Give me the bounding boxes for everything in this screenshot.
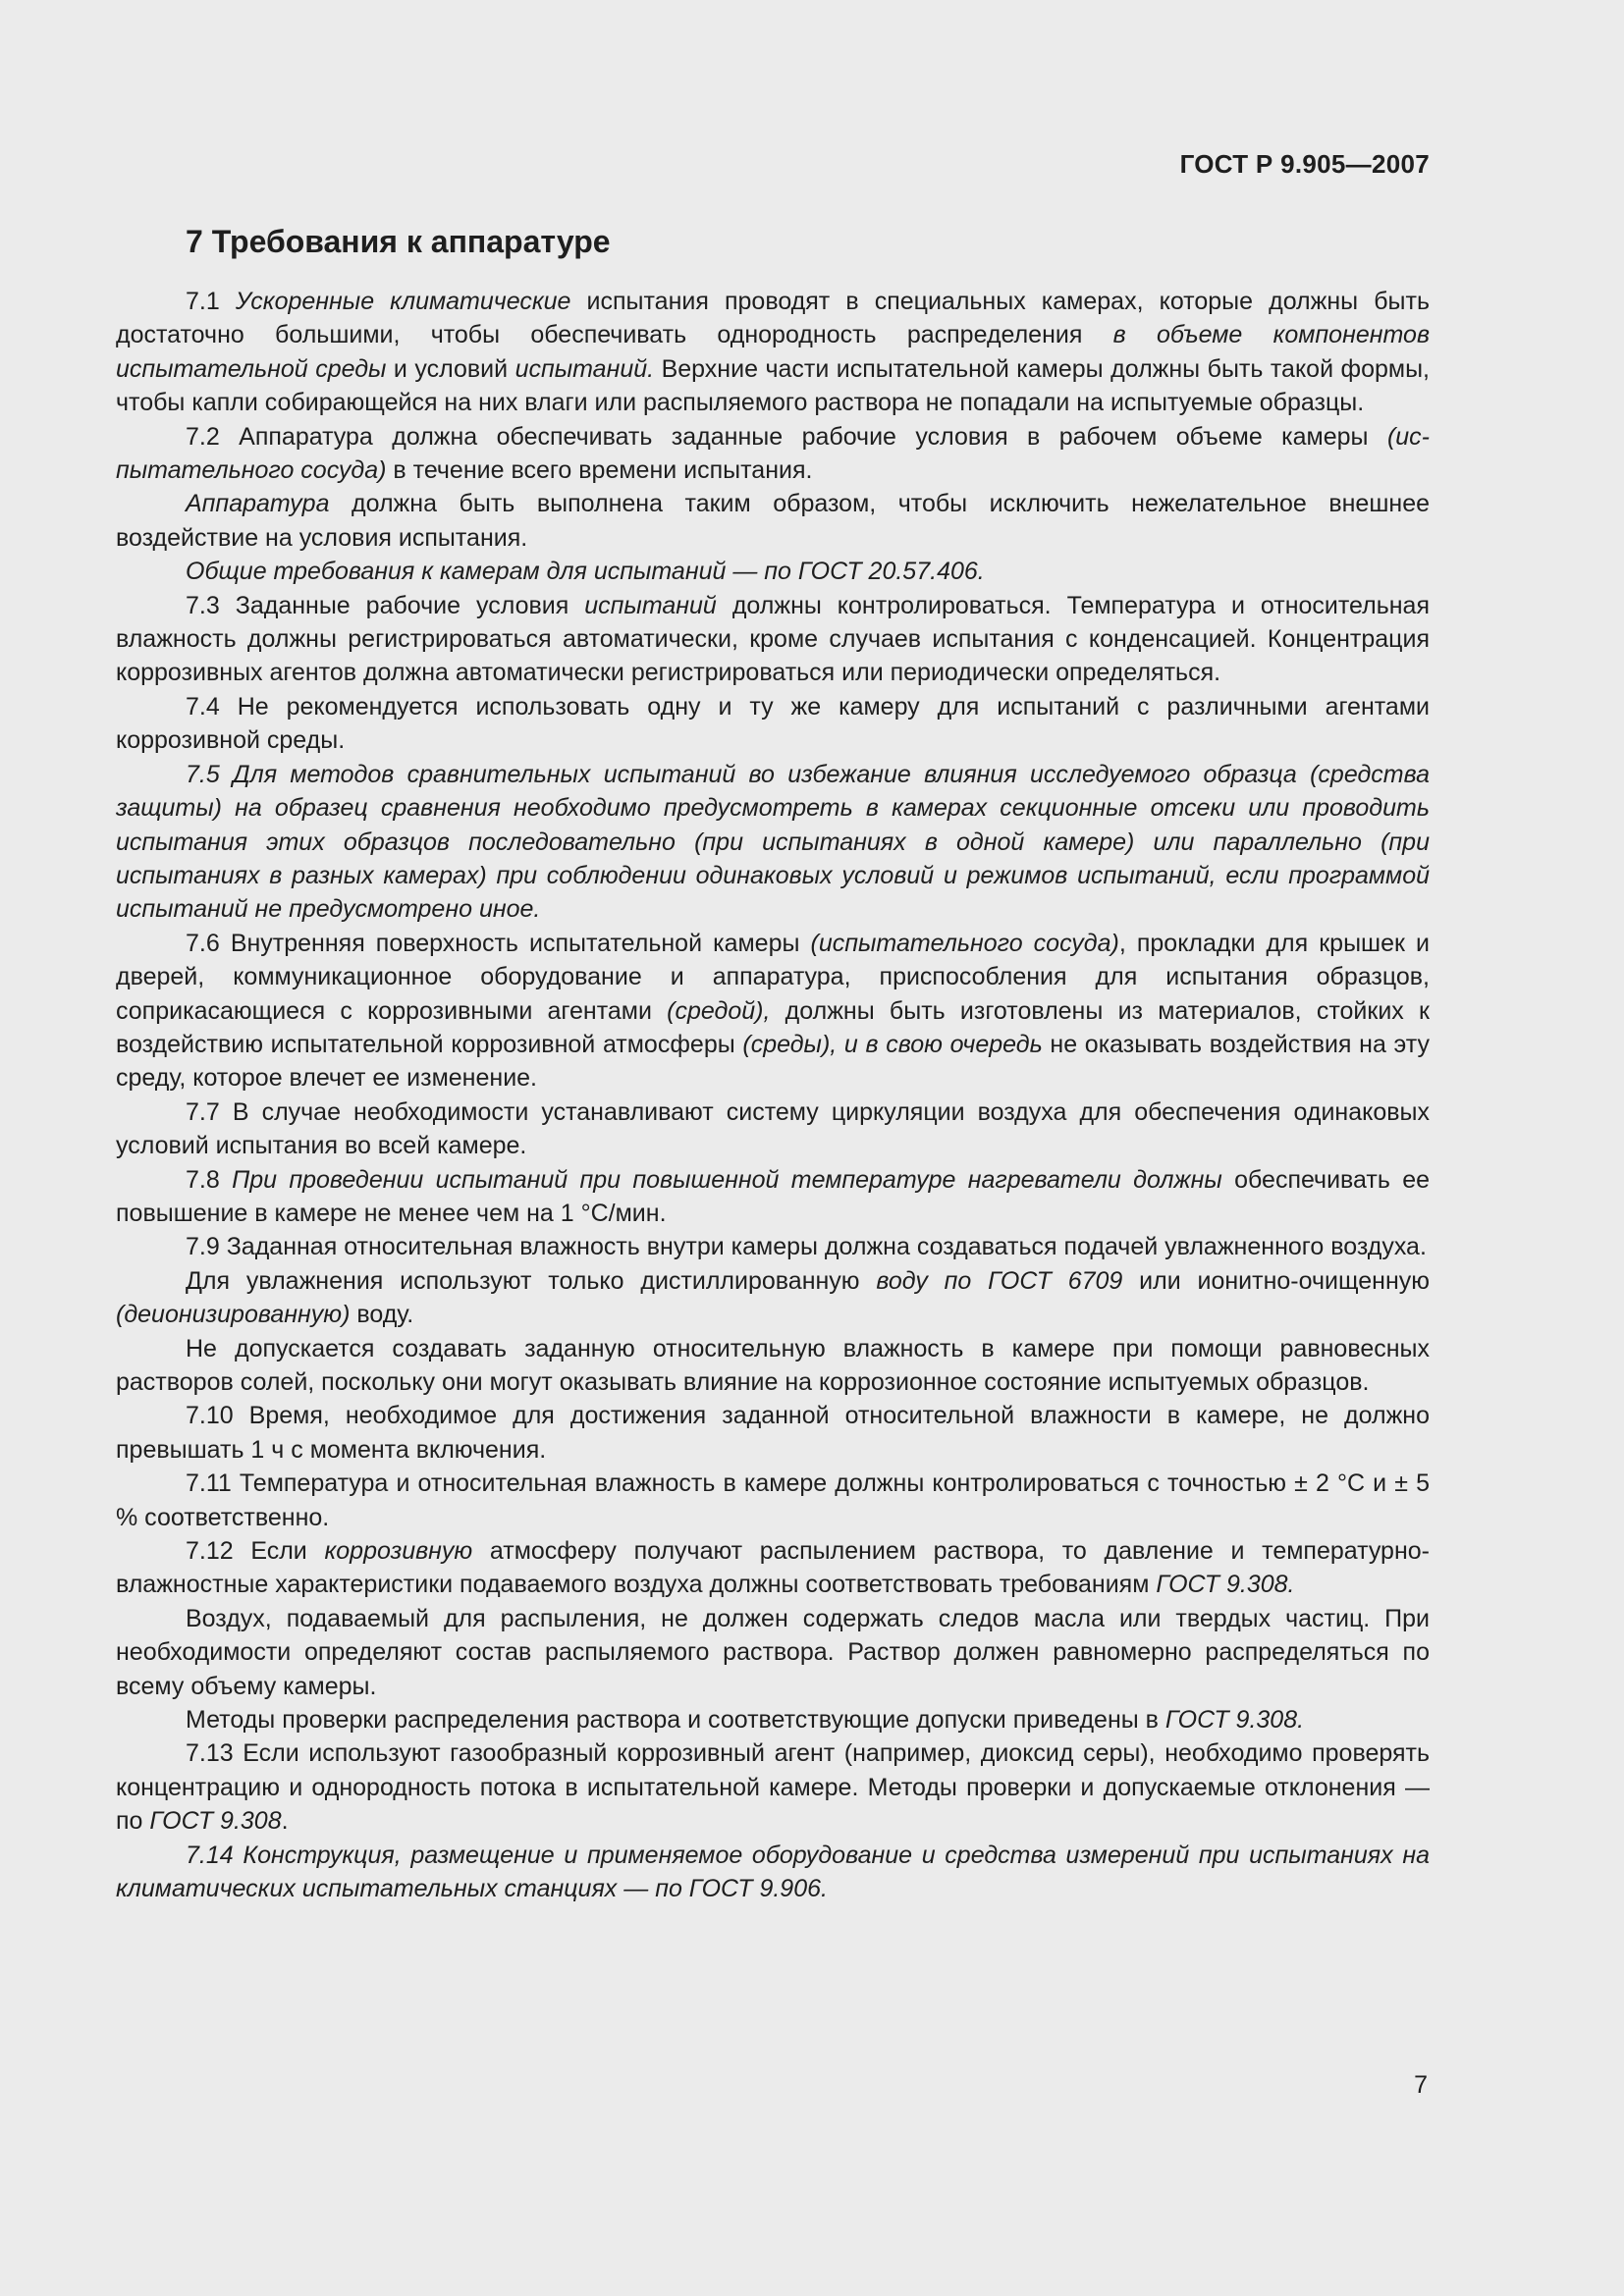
paragraph <box>116 1602 1430 1703</box>
text-run: 7.11 Температура и относительная влажность в камере должны контролироваться с точностью ± 2 °С и ± 5 % соответственно. <box>116 1469 1430 1531</box>
paragraph <box>116 555 1430 588</box>
text-run: 7.12 Если <box>186 1537 325 1566</box>
paragraph <box>116 1230 1430 1263</box>
text-run: 7.4 Не рекомендуется использовать одну и ту же камеру для испытаний с различными агентами коррозивной среды. <box>116 692 1430 755</box>
text-run: или ионитно-очищенную <box>1122 1266 1431 1295</box>
text-run: 7.7 В случае необходимости устанавливают систему циркуляции воздуха для обеспечения одинаковых условий испытания во всей камере. <box>116 1097 1430 1160</box>
text-run: 7.10 Время, необходимое для достижения заданной относительной влажности в камере, не должно превышать 1 ч с момента включения. <box>116 1402 1430 1464</box>
paragraph <box>116 1703 1430 1736</box>
text-run: испытания проводят в специальных камерах, которые должны быть достаточно большими, чтобы обеспечивать однородность распределения <box>116 288 1430 349</box>
italic-run: (средой), <box>667 996 771 1025</box>
italic-run: (деионизированную) <box>116 1301 351 1329</box>
paragraph <box>116 589 1430 690</box>
paragraph <box>116 690 1430 758</box>
text-run: воду. <box>350 1301 414 1329</box>
paragraph <box>116 927 1430 1095</box>
text-run: Не допускается создавать заданную относительную влажность в камере при помощи равновесных растворов солей, поскольку они могут оказывать влияние на коррозионное состояние испытуемых образцов. <box>116 1334 1430 1396</box>
paragraph <box>116 758 1430 927</box>
text-run: 7.8 <box>186 1165 233 1194</box>
italic-run: испытаний <box>584 591 717 619</box>
italic-run: 7.5 Для методов сравнительных испытаний во избежание влияния исследуемого образца (средства защиты) на образец сравнения необходимо предусмотреть в камерах секционные отсеки или проводить испытания этих образцов последовательно (при испытаниях в одной камере) или параллельно (при испытаниях в разных камерах) при соблюдении одинаковых условий и режимов испытаний, если программой испытаний не предусмотрено иное. <box>116 760 1430 924</box>
text-run: не оказывать воздействия на эту среду, которое влечет ее изменение. <box>116 1030 1430 1093</box>
italic-run: ГОСТ 9.308. <box>1156 1571 1295 1599</box>
paragraph <box>116 1332 1430 1400</box>
italic-run: 7.14 Конструкция, размещение и применяемое оборудование и средства измерений при испытаниях на климатических испытательных станциях — по ГОСТ 9.906. <box>116 1841 1430 1903</box>
document-code: ГОСТ Р 9.905—2007 <box>1179 149 1430 179</box>
page-number: 7 <box>1414 2071 1428 2099</box>
italic-run: коррозивную <box>324 1537 473 1566</box>
paragraph <box>116 1399 1430 1467</box>
text-run: должны быть изготовлены из материалов, стойких к воздействию испытательной коррозивной атмосферы <box>116 996 1430 1058</box>
paragraph <box>116 1839 1430 1906</box>
text-run: Методы проверки распределения раствора и соответствующие допуски приведены в <box>186 1706 1165 1735</box>
paragraph <box>116 1163 1430 1231</box>
paragraph <box>116 1467 1430 1534</box>
italic-run: Общие требования к камерам для испытаний — по ГОСТ 20.57.406. <box>186 558 985 586</box>
text-run: в течение всего времени испытания. <box>386 456 813 485</box>
paragraph <box>116 1534 1430 1602</box>
italic-run: (испытательного сосуда) <box>810 929 1119 957</box>
italic-run: Аппаратура <box>186 490 330 518</box>
text-run: 7.6 Внутренняя поверхность испытательной камеры <box>186 929 811 957</box>
italic-run: ГОСТ 9.308 <box>149 1807 282 1836</box>
text-run: Верхние части испытательной камеры должны быть такой формы, чтобы капли собирающейся на них влаги или распыляемого раствора не попадали на испытуемые образцы. <box>116 354 1430 417</box>
text-run: 7.9 Заданная относительная влажность внутри камеры должна создаваться подачей увлажненного воздуха. <box>186 1233 1427 1261</box>
text-run: . <box>281 1807 289 1836</box>
text-run: Воздух, подаваемый для распыления, не должен содержать следов масла или твердых частиц. При необходимости определяют состав распыляемого раствора. Раствор должен равномерно распределяться по всему объему камеры. <box>116 1604 1430 1700</box>
italic-run: воду по ГОСТ 6709 <box>876 1266 1123 1295</box>
text-run: обеспечивать ее повышение в камере не менее чем на 1 °С/мин. <box>116 1165 1430 1227</box>
text-run: , прокладки для крышек и дверей, коммуникационное оборудование и аппаратура, приспособления для испытания образцов, соприкасающиеся с коррозивными агентами <box>116 929 1430 1025</box>
paragraph <box>116 420 1430 488</box>
text-run: 7.13 Если используют газообразный коррозивный агент (например, диоксид серы), необходимо проверять концентрацию и однородность потока в испытательной камере. Методы проверки и допускаемые отклонения — по <box>116 1739 1430 1836</box>
paragraph <box>116 1736 1430 1838</box>
paragraph <box>116 1264 1430 1332</box>
italic-run: Ускоренные климатические <box>235 288 571 315</box>
paragraph <box>116 487 1430 555</box>
text-run: 7.3 Заданные рабочие условия <box>186 591 585 619</box>
paragraph <box>116 1095 1430 1163</box>
italic-run: (среды), и в свою очередь <box>742 1030 1043 1058</box>
text-run: 7.2 Аппаратура должна обеспечивать заданные рабочие условия в рабочем объеме камеры <box>186 422 1387 451</box>
italic-run: ГОСТ 9.308. <box>1164 1706 1305 1735</box>
italic-run: При проведении испытаний при повышенной температуре нагреватели должны <box>232 1165 1222 1194</box>
paragraph <box>116 285 1430 420</box>
italic-run: в объеме компонентов испытательной среды <box>116 321 1430 383</box>
text-run: должна быть выполнена таким образом, чтобы исключить нежелательное внешнее воздействие на условия испытания. <box>116 490 1430 552</box>
text-run: Для увлажнения используют только дистиллированную <box>186 1266 877 1295</box>
italic-run: (испытательного сосуда) <box>116 422 1430 485</box>
italic-run: испытаний. <box>514 354 655 383</box>
text-run: должны контролироваться. Температура и относительная влажность должны регистрироваться автоматически, кроме случаев испытания с конденсацией. Концентрация коррозивных агентов должна автоматически регистрироваться или периодически определяться. <box>116 591 1430 687</box>
text-run: и условий <box>386 354 515 383</box>
text-run: 7.1 <box>186 288 236 315</box>
section-body <box>116 285 1430 1906</box>
text-run: атмосферу получают распылением раствора, то давление и температурно-влажностные характеристики подаваемого воздуха должны соответствовать требованиям <box>116 1537 1430 1599</box>
section-title: 7 Требования к аппаратуре <box>186 224 611 259</box>
